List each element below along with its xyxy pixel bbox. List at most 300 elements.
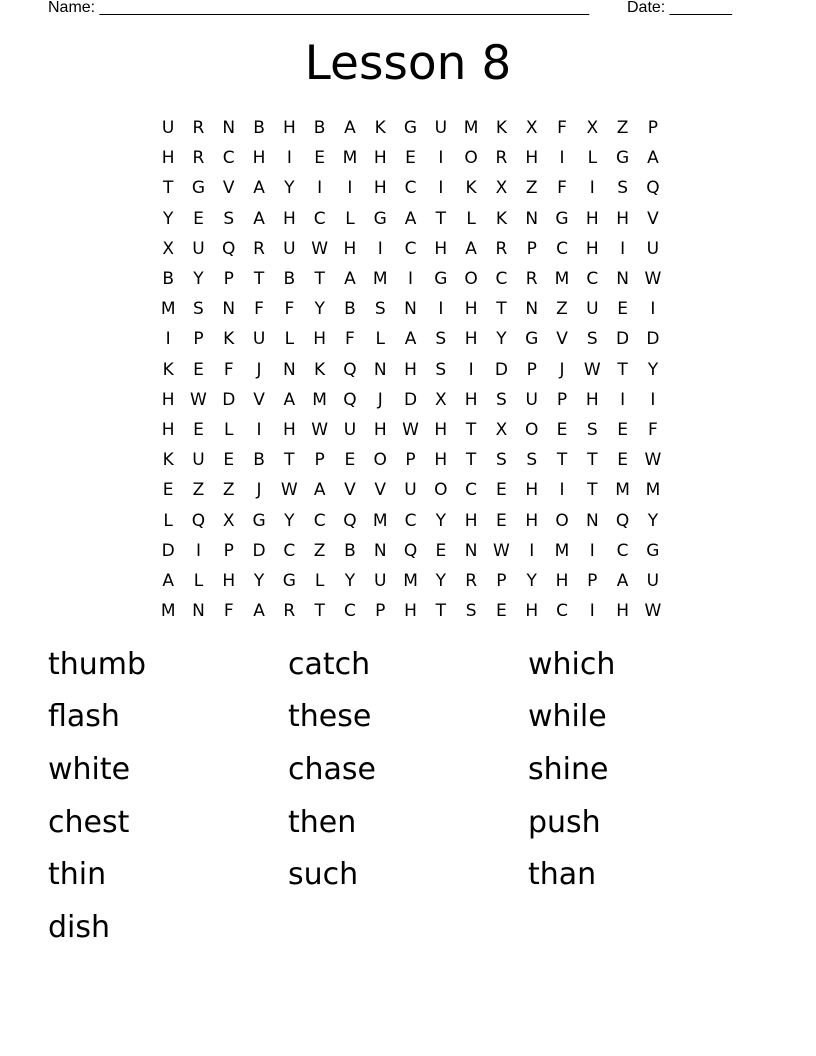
grid-letter: Y <box>193 269 204 290</box>
grid-letter: Y <box>284 510 295 531</box>
grid-letter: I <box>317 178 323 199</box>
grid-letter: I <box>256 419 262 440</box>
grid-letter: H <box>282 419 296 440</box>
grid-letter: Q <box>343 359 357 380</box>
grid-letter: I <box>620 389 626 410</box>
grid-letter: H <box>434 450 448 471</box>
grid-letter: M <box>615 480 630 501</box>
grid-letter: L <box>224 419 234 440</box>
grid-letter: V <box>222 178 235 199</box>
grid-letter: Z <box>525 178 538 199</box>
grid-letter: X <box>434 389 447 410</box>
grid-letter: J <box>256 359 262 380</box>
grid-letter: Y <box>284 178 295 199</box>
word-bank-item: such <box>288 857 359 893</box>
grid-letter: P <box>375 601 386 622</box>
grid-letter: T <box>435 208 447 229</box>
grid-letter: G <box>555 208 569 229</box>
grid-letter: E <box>223 450 235 471</box>
grid-letter: A <box>404 329 417 350</box>
grid-letter: A <box>616 570 629 591</box>
grid-letter: H <box>525 601 539 622</box>
grid-letter: H <box>464 510 478 531</box>
grid-letter: M <box>372 510 388 531</box>
grid-letter: D <box>403 389 418 410</box>
grid-letter: R <box>192 148 205 169</box>
grid-letter: M <box>554 540 570 561</box>
grid-letter: Y <box>253 570 265 591</box>
grid-letter: L <box>587 148 598 169</box>
grid-letter: I <box>620 238 626 259</box>
grid-letter: I <box>559 480 565 501</box>
page-title: Lesson 8 <box>304 36 512 91</box>
grid-letter: H <box>464 389 478 410</box>
grid-letter: S <box>465 601 477 622</box>
grid-letter: H <box>585 208 599 229</box>
grid-letter: F <box>557 178 567 199</box>
grid-letter: C <box>222 148 235 169</box>
grid-letter: N <box>525 208 539 229</box>
grid-letter: A <box>344 118 356 139</box>
grid-letter: N <box>222 118 236 139</box>
grid-letter: A <box>465 238 477 259</box>
grid-letter: I <box>650 389 656 410</box>
grid-letter: M <box>312 389 327 410</box>
grid-letter: H <box>404 601 417 622</box>
grid-letter: Q <box>646 178 660 199</box>
grid-letter: S <box>193 299 204 320</box>
grid-letter: B <box>162 269 174 290</box>
grid-letter: N <box>222 299 236 320</box>
grid-letter: H <box>464 329 478 350</box>
word-bank-item: white <box>48 751 131 787</box>
grid-letter: U <box>586 299 599 320</box>
grid-letter: H <box>161 389 175 410</box>
grid-letter: K <box>314 359 326 380</box>
grid-letter: I <box>195 540 201 561</box>
grid-letter: Y <box>647 510 659 531</box>
grid-letter: N <box>464 540 478 561</box>
grid-letter: D <box>616 329 630 350</box>
grid-letter: T <box>556 450 568 471</box>
grid-letter: H <box>434 419 448 440</box>
grid-letter: W <box>311 419 329 440</box>
grid-letter: K <box>162 359 174 380</box>
date-line: Date: _______ <box>627 0 732 16</box>
grid-letter: X <box>222 510 235 531</box>
grid-letter: U <box>252 329 266 350</box>
grid-letter: T <box>253 269 265 290</box>
grid-letter: E <box>193 359 204 380</box>
grid-letter: P <box>223 269 234 290</box>
grid-letter: J <box>559 359 565 380</box>
grid-letter: T <box>162 178 174 199</box>
word-bank-item: thumb <box>48 646 147 682</box>
grid-letter: Y <box>314 299 325 320</box>
grid-letter: P <box>496 570 507 591</box>
grid-letter: G <box>434 269 448 290</box>
grid-letter: P <box>193 329 204 350</box>
grid-letter: H <box>525 510 539 531</box>
grid-letter: F <box>648 419 658 440</box>
grid-letter: I <box>438 148 444 169</box>
grid-letter: E <box>344 450 356 471</box>
grid-letter: I <box>650 299 656 320</box>
grid-letter: X <box>525 118 538 139</box>
grid-letter: I <box>377 238 383 259</box>
word-bank-item: catch <box>288 646 371 682</box>
grid-letter: W <box>402 419 419 440</box>
grid-letter: Q <box>191 510 206 531</box>
grid-letter: V <box>647 208 659 229</box>
grid-letter: V <box>374 480 387 501</box>
grid-letter: F <box>345 329 355 350</box>
grid-letter: R <box>525 269 538 290</box>
grid-letter: E <box>162 480 174 501</box>
grid-letter: P <box>587 570 598 591</box>
grid-letter: P <box>647 118 659 139</box>
grid-letter: I <box>438 178 444 199</box>
grid-letter: I <box>438 299 444 320</box>
word-bank-item: chest <box>48 804 130 840</box>
grid-letter: Y <box>162 208 174 229</box>
grid-letter: T <box>284 450 295 471</box>
grid-letter: S <box>435 329 447 350</box>
grid-letter: Y <box>647 359 659 380</box>
grid-letter: U <box>434 118 448 139</box>
grid-letter: R <box>192 118 205 139</box>
grid-letter: B <box>344 540 356 561</box>
grid-letter: H <box>313 329 327 350</box>
grid-letter: W <box>583 359 601 380</box>
grid-letter: X <box>586 118 599 139</box>
grid-letter: A <box>344 269 356 290</box>
grid-letter: A <box>313 480 326 501</box>
grid-letter: E <box>617 419 628 440</box>
grid-letter: C <box>404 510 417 531</box>
grid-letter: S <box>526 450 538 471</box>
grid-letter: H <box>161 419 175 440</box>
grid-letter: M <box>403 570 418 591</box>
grid-letter: U <box>374 570 387 591</box>
grid-letter: N <box>585 510 599 531</box>
grid-letter: E <box>556 419 568 440</box>
grid-letter: B <box>344 299 356 320</box>
grid-letter: G <box>646 540 660 561</box>
grid-letter: C <box>586 269 599 290</box>
grid-letter: W <box>280 480 298 501</box>
grid-letter: K <box>465 178 477 199</box>
grid-letter: Z <box>556 299 568 320</box>
grid-letter: W <box>311 238 329 259</box>
grid-letter: C <box>313 208 326 229</box>
grid-letter: G <box>282 570 296 591</box>
grid-letter: T <box>587 450 598 471</box>
grid-letter: F <box>557 118 567 139</box>
grid-letter: Z <box>192 480 205 501</box>
grid-letter: G <box>525 329 539 350</box>
grid-letter: Q <box>343 510 357 531</box>
grid-letter: P <box>526 359 537 380</box>
grid-letter: E <box>617 450 628 471</box>
grid-letter: H <box>222 570 236 591</box>
word-bank-item: flash <box>48 699 120 735</box>
grid-letter: L <box>466 208 476 229</box>
grid-letter: N <box>192 601 205 622</box>
grid-letter: H <box>282 118 296 139</box>
grid-letter: M <box>372 269 388 290</box>
grid-letter: F <box>223 359 234 380</box>
grid-letter: H <box>555 570 569 591</box>
grid-letter: A <box>647 148 659 169</box>
grid-letter: E <box>193 208 204 229</box>
grid-letter: H <box>585 238 599 259</box>
grid-letter: O <box>555 510 569 531</box>
grid-letter: B <box>253 450 265 471</box>
grid-letter: B <box>253 118 265 139</box>
grid-letter: O <box>464 148 478 169</box>
grid-letter: J <box>377 389 383 410</box>
grid-letter: L <box>375 329 385 350</box>
grid-letter: L <box>314 570 325 591</box>
grid-letter: G <box>403 118 418 139</box>
word-search-grid <box>153 113 668 626</box>
grid-letter: R <box>283 601 296 622</box>
word-bank-item: than <box>528 857 597 893</box>
grid-letter: B <box>313 118 326 139</box>
grid-letter: S <box>374 299 386 320</box>
grid-letter: T <box>587 480 598 501</box>
grid-letter: Z <box>222 480 235 501</box>
grid-letter: S <box>496 450 507 471</box>
grid-letter: Y <box>496 329 507 350</box>
grid-letter: T <box>617 359 628 380</box>
grid-letter: U <box>646 570 660 591</box>
grid-letter: T <box>435 601 447 622</box>
grid-letter: W <box>644 601 662 622</box>
grid-letter: I <box>286 148 292 169</box>
grid-letter: H <box>373 148 387 169</box>
grid-letter: G <box>191 178 206 199</box>
grid-letter: S <box>223 208 235 229</box>
grid-letter: C <box>404 178 417 199</box>
grid-letter: Q <box>222 238 236 259</box>
grid-letter: N <box>373 359 387 380</box>
word-bank-item: chase <box>288 751 376 787</box>
grid-letter: H <box>373 419 387 440</box>
grid-letter: H <box>282 208 296 229</box>
grid-letter: A <box>253 208 265 229</box>
grid-letter: C <box>313 510 326 531</box>
grid-letter: N <box>404 299 417 320</box>
grid-letter: H <box>373 178 387 199</box>
grid-letter: X <box>162 238 174 259</box>
grid-letter: C <box>616 540 629 561</box>
grid-letter: B <box>283 269 296 290</box>
grid-letter: N <box>282 359 296 380</box>
grid-letter: E <box>314 148 325 169</box>
grid-letter: C <box>465 480 478 501</box>
grid-letter: G <box>252 510 266 531</box>
grid-letter: S <box>617 178 628 199</box>
grid-letter: T <box>465 450 477 471</box>
grid-letter: V <box>344 480 356 501</box>
grid-letter: E <box>496 601 507 622</box>
grid-letter: U <box>646 238 660 259</box>
grid-letter: L <box>193 570 204 591</box>
grid-letter: H <box>434 238 448 259</box>
grid-letter: A <box>283 389 296 410</box>
grid-letter: W <box>644 269 662 290</box>
word-bank-item: dish <box>48 909 111 945</box>
word-bank-item: then <box>288 804 357 840</box>
grid-letter: H <box>585 389 599 410</box>
grid-letter: E <box>405 148 416 169</box>
grid-letter: K <box>374 118 386 139</box>
grid-letter: S <box>435 359 447 380</box>
grid-letter: I <box>347 178 353 199</box>
grid-letter: R <box>465 570 478 591</box>
grid-letter: P <box>405 450 416 471</box>
grid-letter: F <box>254 299 264 320</box>
grid-letter: F <box>223 601 234 622</box>
grid-letter: E <box>617 299 628 320</box>
grid-letter: H <box>616 208 629 229</box>
grid-letter: Q <box>615 510 630 531</box>
grid-letter: V <box>556 329 568 350</box>
grid-letter: M <box>463 118 479 139</box>
grid-letter: C <box>495 269 508 290</box>
grid-letter: U <box>192 450 205 471</box>
grid-letter: H <box>161 148 175 169</box>
grid-letter: K <box>495 118 507 139</box>
grid-letter: O <box>373 450 387 471</box>
grid-letter: U <box>404 480 417 501</box>
grid-letter: U <box>161 118 175 139</box>
word-bank-item: while <box>528 699 607 735</box>
grid-letter: K <box>162 450 174 471</box>
grid-letter: Q <box>343 389 357 410</box>
grid-letter: L <box>345 208 355 229</box>
grid-letter: X <box>495 178 508 199</box>
grid-letter: M <box>645 480 661 501</box>
grid-letter: S <box>496 389 507 410</box>
grid-letter: U <box>283 238 296 259</box>
grid-letter: C <box>556 601 568 622</box>
grid-letter: Y <box>435 510 447 531</box>
grid-letter: U <box>343 419 357 440</box>
grid-letter: Y <box>344 570 356 591</box>
grid-letter: Y <box>435 570 447 591</box>
grid-letter: P <box>526 238 537 259</box>
grid-letter: A <box>404 208 417 229</box>
grid-letter: A <box>253 178 265 199</box>
grid-letter: F <box>284 299 295 320</box>
grid-letter: M <box>554 269 570 290</box>
grid-letter: R <box>495 148 508 169</box>
grid-letter: A <box>253 601 265 622</box>
grid-letter: I <box>589 540 595 561</box>
name-line: Name: _______________________________________________________ <box>48 0 589 16</box>
grid-letter: H <box>616 601 629 622</box>
word-bank-item: which <box>528 646 616 682</box>
grid-letter: E <box>496 510 507 531</box>
grid-letter: O <box>464 269 478 290</box>
grid-letter: C <box>556 238 568 259</box>
grid-letter: I <box>589 178 595 199</box>
grid-letter: L <box>163 510 173 531</box>
grid-letter: G <box>373 208 387 229</box>
grid-letter: C <box>343 601 356 622</box>
grid-letter: I <box>529 540 535 561</box>
grid-letter: H <box>525 480 539 501</box>
grid-letter: M <box>160 601 176 622</box>
grid-letter: T <box>314 269 325 290</box>
grid-letter: H <box>525 148 539 169</box>
grid-letter: T <box>465 419 477 440</box>
grid-letter: H <box>252 148 266 169</box>
grid-letter: S <box>586 329 598 350</box>
grid-letter: D <box>252 540 266 561</box>
grid-letter: N <box>373 540 387 561</box>
grid-letter: D <box>161 540 175 561</box>
grid-letter: W <box>644 450 662 471</box>
grid-letter: U <box>525 389 538 410</box>
grid-letter: A <box>162 570 174 591</box>
grid-letter: S <box>586 419 598 440</box>
grid-letter: O <box>434 480 448 501</box>
grid-letter: C <box>404 238 417 259</box>
grid-letter: V <box>253 389 265 410</box>
grid-letter: H <box>464 299 478 320</box>
grid-letter: T <box>314 601 325 622</box>
grid-letter: I <box>165 329 171 350</box>
grid-letter: E <box>496 480 507 501</box>
grid-letter: X <box>495 419 508 440</box>
grid-letter: D <box>494 359 508 380</box>
grid-letter: M <box>342 148 358 169</box>
word-bank-item: thin <box>48 857 107 893</box>
grid-letter: R <box>253 238 265 259</box>
grid-letter: K <box>495 208 507 229</box>
grid-letter: D <box>222 389 236 410</box>
grid-letter: I <box>468 359 474 380</box>
grid-letter: C <box>283 540 296 561</box>
grid-letter: W <box>190 389 207 410</box>
grid-letter: I <box>408 269 414 290</box>
grid-letter: Z <box>313 540 326 561</box>
grid-letter: O <box>525 419 539 440</box>
grid-letter: J <box>256 480 262 501</box>
grid-letter: Y <box>526 570 537 591</box>
grid-letter: E <box>435 540 447 561</box>
grid-letter: P <box>556 389 568 410</box>
grid-letter: P <box>314 450 325 471</box>
word-bank-item: shine <box>528 751 609 787</box>
grid-letter: D <box>646 329 660 350</box>
word-bank-item: these <box>288 699 372 735</box>
grid-letter: Q <box>403 540 418 561</box>
grid-letter: N <box>616 269 629 290</box>
grid-letter: H <box>404 359 417 380</box>
grid-letter: K <box>223 329 235 350</box>
grid-letter: G <box>616 148 630 169</box>
grid-letter: I <box>589 601 595 622</box>
grid-letter: Z <box>616 118 629 139</box>
grid-letter: I <box>559 148 565 169</box>
grid-letter: L <box>284 329 295 350</box>
grid-letter: N <box>525 299 539 320</box>
